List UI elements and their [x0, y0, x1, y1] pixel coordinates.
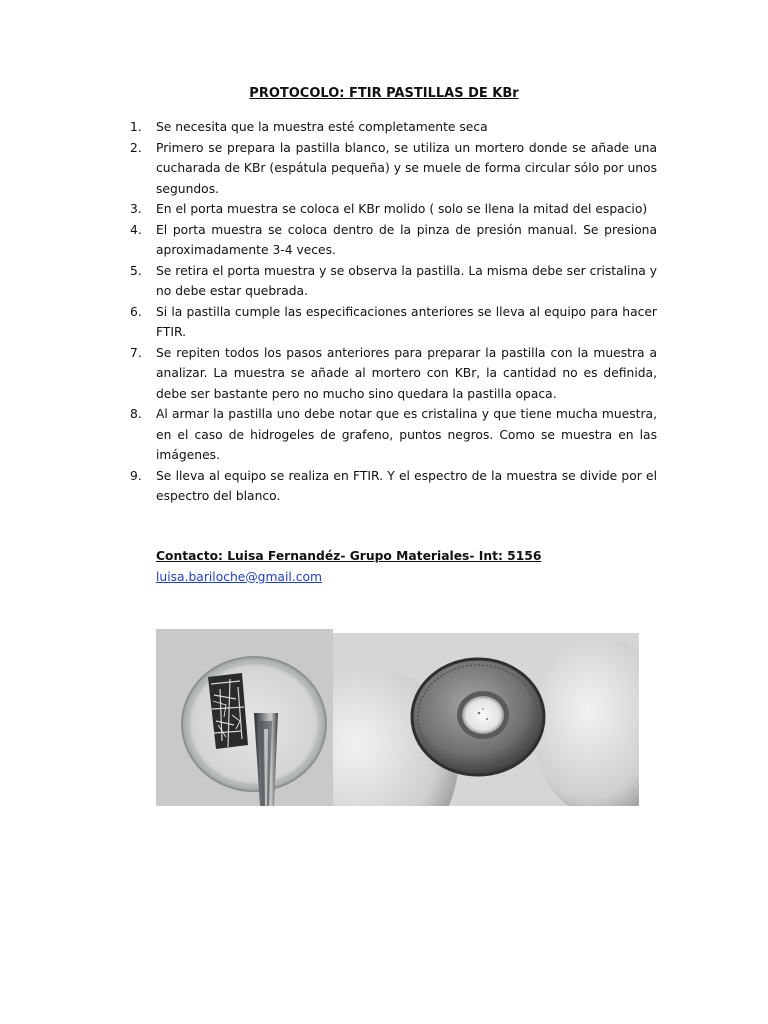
- step-text: Si la pastilla cumple las especificaciones anteriores se lleva al equipo para hacer FTIR.: [156, 304, 657, 339]
- step-text: Al armar la pastilla uno debe notar que es cristalina y que tiene mucha muestra, en el caso de hidrogeles de grafeno, puntos negros. Como se muestra en las imágenes.: [156, 407, 657, 462]
- email-link[interactable]: luisa.bariloche@gmail.com: [156, 569, 322, 584]
- step-text: El porta muestra se coloca dentro de la pinza de presión manual. Se presiona aproximadamente 3-4 veces.: [156, 222, 657, 257]
- step-text: Primero se prepara la pastilla blanco, se utiliza un mortero donde se añade una cucharada de KBr (espátula pequeña) y se muele de forma circular sólo por unos segundos.: [156, 140, 657, 196]
- list-item: [126, 261, 657, 302]
- step-number: 5.: [130, 263, 142, 278]
- step-number: 7.: [130, 345, 142, 360]
- step-number: 6.: [130, 304, 142, 319]
- protocol-steps-list: [126, 117, 657, 507]
- sample-in-petri-dish-with-tweezers-icon: [156, 629, 333, 806]
- kbr-pellet-holder-between-fingers-icon: [333, 633, 639, 806]
- list-item: [126, 138, 657, 200]
- step-number: 8.: [130, 407, 142, 421]
- pellet-holder-photo: [333, 633, 639, 806]
- sample-photo: [156, 629, 333, 806]
- step-text: Se repiten todos los pasos anteriores para preparar la pastilla con la muestra a analizar. La muestra se añade al mortero con KBr, la cantidad no es definida, debe ser bastante pero no mucho sino quedara la pastilla opaca.: [156, 345, 657, 401]
- step-number: 1.: [130, 120, 142, 134]
- step-text: Se lleva al equipo se realiza en FTIR. Y el espectro de la muestra se divide por el espectro del blanco.: [156, 468, 657, 503]
- list-item: [126, 302, 657, 343]
- step-number: 2.: [130, 140, 142, 155]
- step-number: 4.: [130, 222, 142, 237]
- list-item: [126, 117, 657, 138]
- document-title: PROTOCOLO: FTIR PASTILLAS DE KBr: [249, 86, 519, 101]
- contact-line: Contacto: Luisa Fernandéz- Grupo Materiales- Int: 5156: [156, 549, 542, 563]
- list-item: [126, 220, 657, 261]
- step-number: 9.: [130, 468, 142, 483]
- step-number: 3.: [130, 202, 142, 216]
- step-text: En el porta muestra se coloca el KBr molido ( solo se llena la mitad del espacio): [156, 202, 648, 216]
- list-item: [126, 343, 657, 405]
- list-item: [126, 466, 657, 507]
- contact-block: [156, 546, 541, 587]
- list-item: [126, 199, 657, 220]
- step-text: Se necesita que la muestra esté completamente seca: [156, 120, 488, 134]
- list-item: [126, 404, 657, 466]
- step-text: Se retira el porta muestra y se observa la pastilla. La misma debe ser cristalina y no debe estar quebrada.: [156, 263, 657, 298]
